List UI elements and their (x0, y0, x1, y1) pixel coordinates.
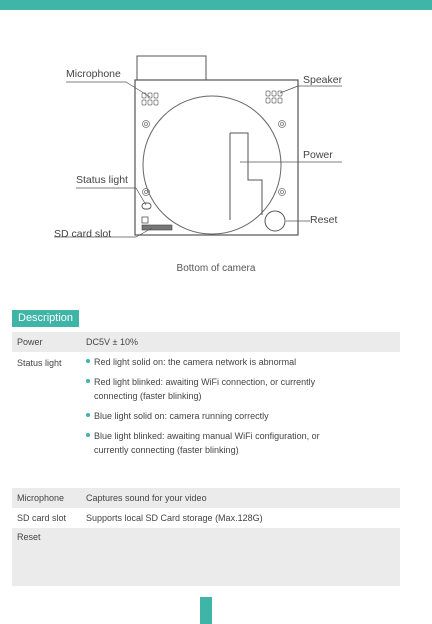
list-item (86, 355, 400, 369)
row-label: Microphone (17, 493, 65, 503)
camera-base-circle (143, 96, 281, 234)
reset-button-shape (265, 211, 285, 231)
bullet-text: Blue light solid on: camera running correctly (94, 411, 269, 421)
table-row-sd-card-slot (12, 508, 400, 528)
row-label: Status light (17, 358, 62, 368)
row-value: DC5V ± 10% (86, 337, 138, 347)
row-value (82, 355, 400, 488)
row-label: Power (17, 337, 43, 347)
row-value: Supports local SD Card storage (Max.128G) (86, 513, 263, 523)
callout-sd-card-slot: SD card slot (54, 228, 112, 240)
list-item (86, 375, 400, 389)
description-heading: Description (12, 310, 79, 327)
row-label: Reset (17, 532, 41, 542)
bullet-continuation: currently connecting (faster blinking) (94, 445, 239, 455)
list-item (86, 429, 400, 443)
bullet-dot-icon (86, 379, 90, 383)
row-value (82, 532, 400, 586)
callout-speaker: Speaker (303, 74, 343, 86)
page-tab-marker (200, 597, 212, 624)
camera-mount-tab (137, 56, 206, 80)
table-row-reset (12, 528, 400, 586)
diagram-caption: Bottom of camera (176, 263, 256, 274)
table-row-microphone (12, 488, 400, 508)
callout-power: Power (303, 149, 333, 161)
list-item (86, 409, 400, 423)
callout-reset: Reset (310, 214, 338, 226)
sd-card-slot (142, 225, 172, 230)
row-label: SD card slot (17, 513, 67, 523)
bullet-dot-icon (86, 413, 90, 417)
bullet-text: Blue light blinked: awaiting manual WiFi configuration, or (94, 431, 320, 441)
bullet-text: Red light blinked: awaiting WiFi connection, or currently (94, 377, 316, 387)
callout-status-light: Status light (76, 174, 128, 186)
description-table (12, 332, 400, 586)
camera-bottom-diagram (0, 40, 432, 280)
camera-illustration (0, 40, 432, 280)
table-row-status-light (12, 352, 400, 488)
top-accent-bar (0, 0, 432, 10)
bullet-dot-icon (86, 433, 90, 437)
table-row-power (12, 332, 400, 352)
row-value: Captures sound for your video (86, 493, 207, 503)
callout-microphone: Microphone (66, 68, 121, 80)
bullet-text: Red light solid on: the camera network is abnormal (94, 357, 297, 367)
bullet-continuation: connecting (faster blinking) (94, 391, 202, 401)
bullet-dot-icon (86, 359, 90, 363)
